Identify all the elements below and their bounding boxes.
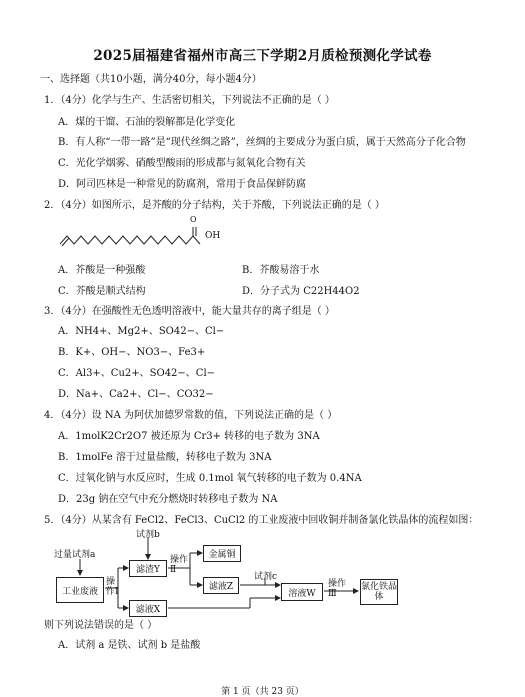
q5-question: 则下列说法错误的是（ ） <box>44 620 158 631</box>
q4-option-c: C．过氧化钠与水反应时，生成 0.1mol 氧气转移的电子数为 0.4NA <box>58 473 362 484</box>
q3-option-d: D．Na+、Ca2+、Cl−、CO32− <box>58 389 214 400</box>
q2-option-d: D．分子式为 C22H44O2 <box>242 286 360 297</box>
copper-box: 金属铜 <box>203 545 241 562</box>
section-heading: 一、选择题（共10小题，满分40分，每小题4分） <box>40 74 262 85</box>
solution-w-box: 溶液W <box>281 583 323 601</box>
q1-stem: 1．（4分）化学与生产、生活密切相关，下列说法不正确的是（ ） <box>44 95 335 106</box>
q1-option-d: D．阿司匹林是一种常见的防腐剂，常用于食品保鲜防腐 <box>58 179 307 190</box>
q2-option-c: C．芥酸是顺式结构 <box>58 286 146 297</box>
operation-3-label: 操作Ⅲ <box>328 579 347 599</box>
carbonyl-oxygen-label: O <box>190 215 197 224</box>
q1-option-c: C．光化学烟雾、硝酸型酸雨的形成都与氮氧化合物有关 <box>58 158 306 169</box>
flowchart-arrows <box>40 523 400 623</box>
hydroxyl-label: OH <box>205 231 221 241</box>
q3-option-c: C．Al3+、Cu2+、SO42−、Cl− <box>58 368 216 379</box>
filtrate-x-box: 滤液X <box>129 600 167 617</box>
reagent-b-label: 试剂b <box>136 530 160 540</box>
q2-option-b: B．芥酸易溶于水 <box>242 265 320 276</box>
q4-option-a: A．1molK2Cr2O7 被还原为 Cr3+ 转移的电子数为 3NA <box>58 431 320 442</box>
q3-option-b: B．K+、OH−、NO3−、Fe3+ <box>58 347 206 358</box>
q4-stem: 4．（4分）设 NA 为阿伏加德罗常数的值，下列说法正确的是（ ） <box>44 410 338 421</box>
page-footer: 第 1 页（共 23 页） <box>221 687 304 697</box>
q2-stem: 2．（4分）如图所示，是芥酸的分子结构，关于芥酸，下列说法正确的是（ ） <box>44 200 385 211</box>
reagent-a-label: 过量试剂a <box>54 550 96 560</box>
q5-option-a: A．试剂 a 是铁、试剂 b 是盐酸 <box>58 640 201 651</box>
q5-stem: 5．（4分）从某含有 FeCl2、FeCl3、CuCl2 的工业废液中回收铜并制备氯化铁晶体的流程如图： <box>44 515 479 526</box>
operation-2-label: 操作Ⅱ <box>170 555 189 575</box>
operation-1-label: 操作Ⅰ <box>106 577 119 597</box>
q2-option-a: A．芥酸是一种强酸 <box>58 265 146 276</box>
reagent-c-label: 试剂c <box>254 572 278 582</box>
industrial-waste-box: 工业废液 <box>56 577 104 603</box>
q4-option-d: D．23g 钠在空气中充分燃烧时转移电子数为 NA <box>58 494 278 505</box>
q3-option-a: A．NH4+、Mg2+、SO42−、Cl− <box>58 326 225 337</box>
q3-stem: 3．（4分）在强酸性无色透明溶液中，能大量共存的离子组是（ ） <box>44 306 335 317</box>
q4-option-b: B．1molFe 溶于过量盐酸，转移电子数为 3NA <box>58 452 272 463</box>
residue-y-box: 滤渣Y <box>129 560 167 577</box>
filtrate-z-box: 滤液Z <box>203 577 239 594</box>
q1-option-a: A．煤的干馏、石油的裂解都是化学变化 <box>58 117 236 128</box>
ferric-chloride-crystal-box: 氯化铁晶体 <box>360 579 398 605</box>
exam-title: 2025届福建省福州市高三下学期2月质检预测化学试卷 <box>93 48 432 64</box>
q1-option-b: B．有人称“一带一路”是“现代丝绸之路”，丝绸的主要成分为蛋白质，属于天然高分子化合物 <box>58 137 466 148</box>
